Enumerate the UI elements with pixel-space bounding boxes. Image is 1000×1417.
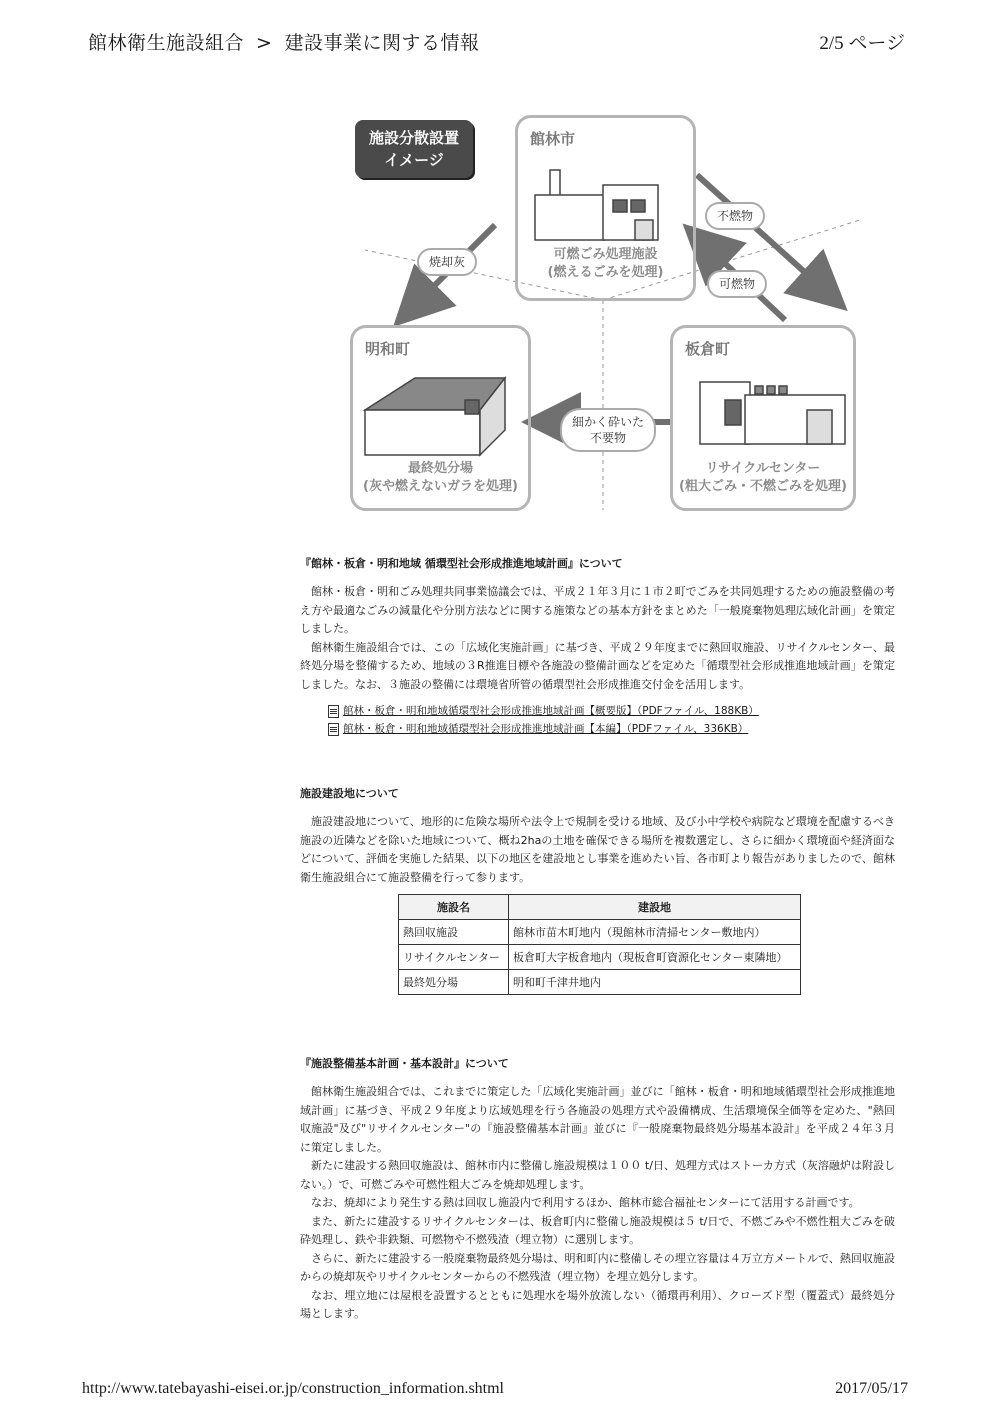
pdf-icon <box>328 723 339 736</box>
table-row <box>399 945 801 970</box>
table-cell-facility: リサイクルセンター <box>399 945 509 970</box>
node-meiwa-desc1: 最終処分場 <box>407 461 473 476</box>
table-row <box>399 920 801 945</box>
section-basic-plan-p5: さらに、新たに建設する一般廃棄物最終処分場は、明和町内に整備しその埋立容量は４万立方メートルで、熱回収施設からの焼却灰やリサイクルセンターからの不燃残渣（埋立物）を埋立処分します。 <box>300 1251 895 1283</box>
pdf-link-summary-row <box>328 702 895 720</box>
node-meiwa <box>350 325 531 511</box>
label-crushed-line1: 細かく砕いた <box>572 415 645 429</box>
table-row <box>399 970 801 995</box>
table-cell-facility: 熱回収施設 <box>399 920 509 945</box>
breadcrumb-section: 建設事業に関する情報 <box>284 32 480 54</box>
breadcrumb-separator: > <box>256 32 273 54</box>
node-tatebayashi-desc <box>518 246 693 282</box>
node-itakura-desc2: (粗大ごみ・不燃ごみを処理) <box>679 479 847 494</box>
node-itakura-name: 板倉町 <box>685 340 731 358</box>
node-tatebayashi <box>515 115 696 301</box>
table-header-site: 建設地 <box>509 895 801 920</box>
node-meiwa-desc <box>353 460 528 496</box>
section-construction-site-title: 施設建設地について <box>300 787 399 800</box>
label-crushed <box>560 408 656 452</box>
node-itakura <box>670 325 856 511</box>
label-ash: 焼却灰 <box>417 248 477 276</box>
footer-url: http://www.tatebayashi-eisei.or.jp/construction_information.shtml <box>82 1380 504 1397</box>
node-tatebayashi-name: 館林市 <box>530 130 576 148</box>
table-cell-site: 明和町千津井地内 <box>509 970 801 995</box>
table-header-row <box>399 895 801 920</box>
facility-distribution-diagram <box>345 110 865 515</box>
label-crushed-line2: 不要物 <box>590 431 627 445</box>
section-regional-plan-p1: 館林・板倉・明和ごみ処理共同事業協議会では、平成２１年３月に１市２町でごみを共同処理するための施設整備の考え方や最適なごみの減量化や分別方法などに関する施策などの基本方針をまとめた「一般廃棄物処理広域化計画」を策定しました。 <box>300 585 895 635</box>
node-meiwa-desc2: (灰や燃えないガラを処理) <box>363 479 518 494</box>
section-regional-plan-title: 『館林・板倉・明和地域 循環型社会形成推進地域計画』について <box>300 557 623 570</box>
node-tatebayashi-desc2: (燃えるごみを処理) <box>547 265 664 280</box>
pdf-link-summary[interactable]: 館林・板倉・明和地域循環型社会形成推進地域計画【概要版】（PDFファイル、188KB） <box>343 705 759 717</box>
construction-site-table <box>398 894 801 995</box>
section-basic-plan-p4: また、新たに建設するリサイクルセンターは、板倉町内に整備し施設規模は５ t/日で、不燃ごみや不燃性粗大ごみを破砕処理し、鉄や非鉄類、可燃物や不燃残渣（埋立物）に選別します。 <box>300 1214 895 1246</box>
table-cell-site: 板倉町大字板倉地内（現板倉町資源化センター東隣地） <box>509 945 801 970</box>
section-basic-plan-p1: 館林衛生施設組合では、これまでに策定した「広域化実施計画」並びに「館林・板倉・明和地域循環型社会形成推進地域計画」に基づき、平成２９年度より広域処理を行う各施設の処理方式や設備構成、生活環境保全価等を定めた、"熱回収施設"及び"リサイクルセンター"の『施設整備基本計画』並びに『一般廃棄物最終処分場基本設計』を平成２４年３月に策定しました。 <box>300 1085 895 1154</box>
node-itakura-desc <box>673 460 853 496</box>
section-construction-site <box>300 785 895 887</box>
node-meiwa-name: 明和町 <box>365 340 411 358</box>
page-number: 2/5 ページ <box>819 33 905 54</box>
section-regional-plan <box>300 555 895 738</box>
section-basic-plan-p6: なお、埋立地には屋根を設置するとともに処理水を場外放流しない（循環再利用）、クローズド型（覆蓋式）最終処分場とします。 <box>300 1288 895 1320</box>
table-cell-site: 館林市苗木町地内（現館林市清掃センター敷地内） <box>509 920 801 945</box>
breadcrumb-site[interactable]: 館林衛生施設組合 <box>88 32 245 54</box>
section-basic-plan-title: 『施設整備基本計画・基本設計』について <box>300 1057 509 1070</box>
label-nonburnable: 不燃物 <box>705 202 765 230</box>
table-header-facility: 施設名 <box>399 895 509 920</box>
section-basic-plan <box>300 1055 895 1324</box>
diagram-badge <box>355 120 473 178</box>
section-basic-plan-p3: なお、焼却により発生する熱は回収し施設内で利用するほか、館林市総合福祉センターにて活用する計画です。 <box>311 1196 860 1209</box>
section-construction-site-p1: 施設建設地について、地形的に危険な場所や法令上で規制を受ける地域、及び小中学校や病院など環境を配慮するべき施設の近隣などを除いた地域について、概ね2haの土地を確保できる場所を複数選定し、さらに細かく環境面や経済面などについて、評価を実施した結果、以下の地区を建設地とし事業を進めたい旨、各市町より報告がありましたので、館林衛生施設組合にて施設整備を行って参ります。 <box>300 815 895 884</box>
badge-line1: 施設分散設置 <box>368 129 459 147</box>
pdf-icon <box>328 705 339 718</box>
section-basic-plan-p2: 新たに建設する熱回収施設は、館林市内に整備し施設規模は１００ t/日、処理方式はストーカ方式（灰溶融炉は附設しない。）で、可燃ごみや可燃性粗大ごみを焼却処理します。 <box>300 1159 895 1191</box>
table-cell-facility: 最終処分場 <box>399 970 509 995</box>
pdf-link-main[interactable]: 館林・板倉・明和地域循環型社会形成推進地域計画【本編】（PDFファイル、336KB） <box>343 723 749 735</box>
node-itakura-desc1: リサイクルセンター <box>705 461 821 476</box>
label-burnable: 可燃物 <box>707 270 767 298</box>
pdf-link-main-row <box>328 720 895 738</box>
node-tatebayashi-desc1: 可燃ごみ処理施設 <box>553 247 658 262</box>
badge-line2: イメージ <box>384 151 444 169</box>
footer-date: 2017/05/17 <box>835 1380 908 1397</box>
section-regional-plan-p2: 館林衛生施設組合では、この「広域化実施計画」に基づき、平成２９年度までに熱回収施設、リサイクルセンター、最終処分場を整備するため、地域の３R推進目標や各施設の整備計画などを定めた「循環型社会形成推進地域計画」を策定しました。なお、３施設の整備には環境省所管の循環型社会形成推進交付金を活用します。 <box>300 640 895 691</box>
breadcrumb <box>88 28 479 55</box>
